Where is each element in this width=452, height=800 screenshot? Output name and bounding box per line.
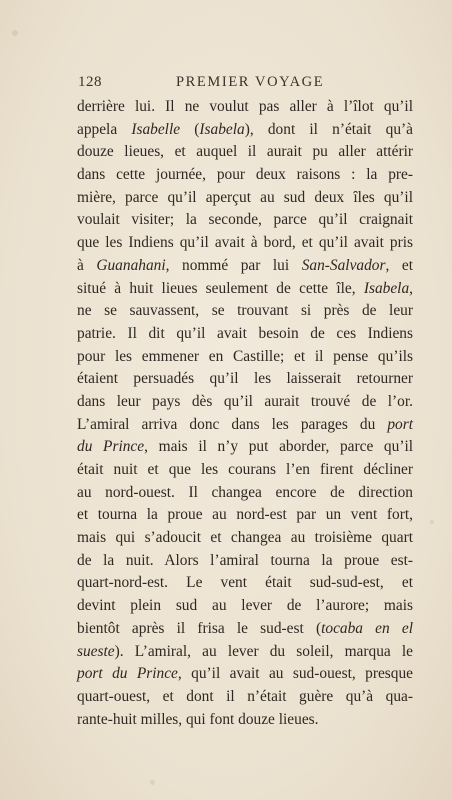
italic-text: port du Prince (77, 665, 178, 683)
text-line (77, 641, 413, 664)
text-line (77, 164, 413, 187)
running-title: PREMIER VOYAGE (176, 74, 325, 90)
italic-text: port (387, 415, 413, 433)
text-line (77, 278, 413, 301)
text-line (77, 686, 413, 709)
text-segment: , mais il n’y put aborder, parce qu’il (144, 438, 414, 456)
text-line (77, 709, 413, 732)
text-segment: ). L’amiral, au lever du soleil, marqua le (114, 642, 413, 660)
text-segment: mière, parce qu’il aperçut au sud deux îles qu’il (77, 188, 413, 206)
text-segment: ( (180, 120, 200, 138)
text-line (77, 119, 413, 142)
italic-text: Isabela (363, 279, 410, 297)
text-segment: dans leur pays dès qu’il aurait trouvé de l’or. (77, 392, 413, 410)
text-segment: que les Indiens qu’il avait à bord, et qu’il avait pris (77, 234, 413, 252)
text-line (77, 436, 413, 459)
italic-text: tocaba en el (321, 619, 413, 637)
text-line (77, 323, 413, 346)
text-line (77, 368, 413, 391)
italic-text: Isabelle (131, 120, 181, 138)
text-segment: quart-ouest, et dont il n’était guère qu’à qua- (77, 687, 413, 705)
text-line (77, 141, 413, 164)
italic-text: Isabela (199, 120, 245, 138)
page-number: 128 (78, 74, 102, 90)
body-text (77, 96, 413, 731)
text-segment: à (77, 256, 97, 274)
text-segment: et tourna la proue au nord-est par un vent fort, (77, 506, 413, 524)
running-head (78, 74, 408, 94)
text-segment: douze lieues, et auquel il aurait pu aller attérir (77, 143, 413, 161)
text-line (77, 459, 413, 482)
text-line (77, 300, 413, 323)
text-line (77, 618, 413, 641)
text-segment: devint plein sud au lever de l’aurore; mais (77, 597, 413, 615)
paper-stain (12, 30, 18, 36)
text-segment: , et (385, 256, 413, 274)
text-segment: ne se sauvassent, se trouvant si près de leur (77, 302, 413, 320)
text-line (77, 209, 413, 232)
text-segment: , qu’il avait au sud-ouest, presque (177, 665, 413, 683)
text-line (77, 504, 413, 527)
text-segment: appela (77, 120, 132, 138)
paper-stain (150, 780, 155, 785)
text-segment: pour les emmener en Castille; et il pense qu’ils (77, 347, 413, 365)
text-segment: voulait visiter; la seconde, parce qu’il craignait (77, 211, 413, 229)
text-line (77, 550, 413, 573)
text-segment: bientôt après il frisa le sud-est ( (77, 619, 322, 637)
text-segment: de la nuit. Alors l’amiral tourna la proue est- (77, 551, 413, 569)
paper-stain (430, 520, 434, 524)
text-line (77, 391, 413, 414)
text-segment: étaient persuadés qu’il les laisserait retourner (77, 370, 413, 388)
text-segment: , nommé par lui (165, 256, 302, 274)
text-segment: au nord-ouest. Il changea encore de direction (77, 483, 413, 501)
text-line (77, 346, 413, 369)
text-line (77, 482, 413, 505)
italic-text: du Prince (77, 438, 145, 456)
italic-text: sueste (77, 642, 115, 660)
text-line (77, 663, 413, 686)
text-segment: ), dont il n’était qu’à (244, 120, 413, 138)
text-line (77, 414, 413, 437)
text-segment: rante-huit milles, qui font douze lieues. (77, 710, 319, 728)
text-line (77, 527, 413, 550)
text-line (77, 187, 413, 210)
text-segment: situé à huit lieues seulement de cette île, (77, 279, 364, 297)
text-line (77, 255, 413, 278)
text-segment: derrière lui. Il ne voulut pas aller à l’îlot qu’il (77, 98, 413, 115)
text-segment: , (409, 279, 413, 297)
italic-text: Guanahani (96, 256, 166, 274)
text-segment: quart-nord-est. Le vent était sud-sud-est, et (77, 574, 413, 592)
text-segment: patrie. Il dit qu’il avait besoin de ces Indiens (77, 324, 413, 342)
italic-text: San-Salvador (301, 256, 386, 274)
text-line (77, 232, 413, 255)
text-segment: était nuit et que les courans l’en firent décliner (77, 461, 413, 478)
text-line (77, 96, 413, 119)
text-segment: dans cette journée, pour deux raisons : la pre- (77, 166, 413, 184)
text-segment: mais qui s’adoucit et changea au troisième quart (77, 529, 413, 547)
text-line (77, 595, 413, 618)
text-segment: L’amiral arriva donc dans les parages du (77, 415, 388, 433)
text-line (77, 572, 413, 595)
